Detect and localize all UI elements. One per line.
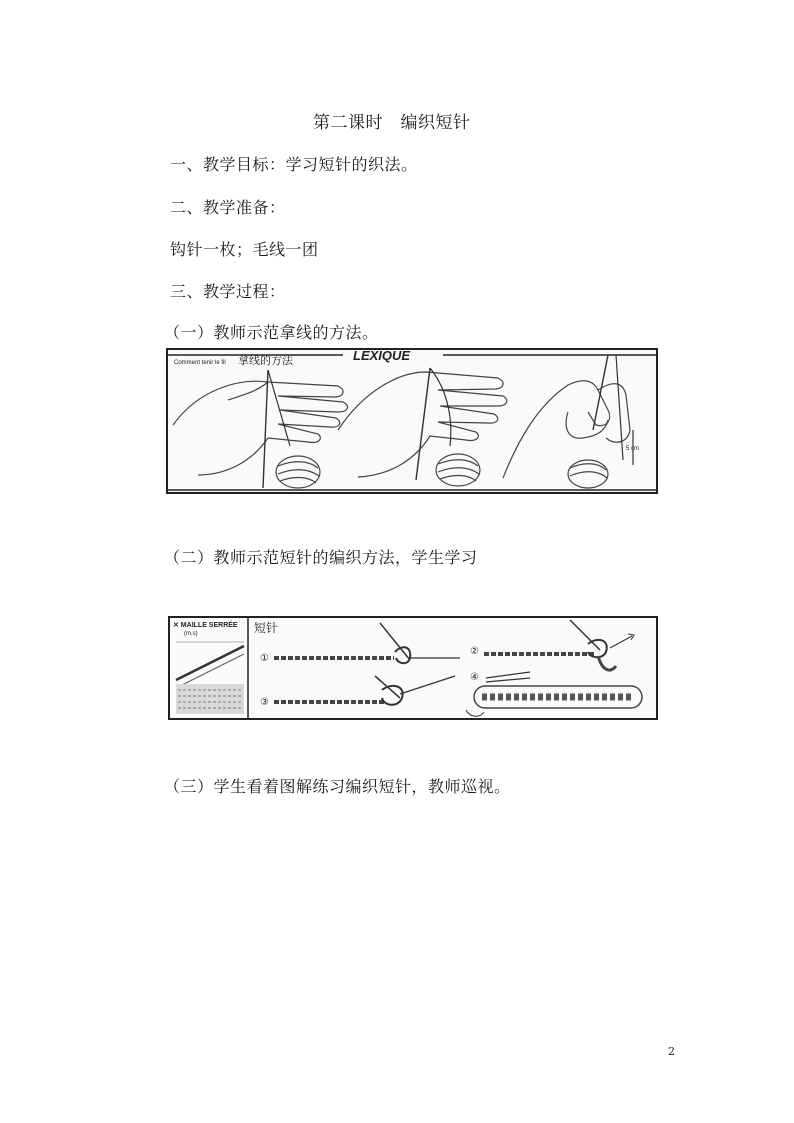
- hand-1: [173, 370, 348, 488]
- holding-yarn-figure: [166, 348, 658, 494]
- corner-label: Comment tenir le fil: [174, 360, 226, 366]
- step-number-4: ④: [470, 672, 479, 683]
- teaching-goal: 一、教学目标：学习短针的织法。: [170, 155, 418, 174]
- holding-yarn-illustration: [168, 350, 656, 492]
- step-number-3: ③: [260, 697, 269, 708]
- panel-subtitle: (m.s): [184, 631, 198, 637]
- lexique-banner: LEXIQUE: [353, 350, 411, 363]
- hand-2: [338, 368, 507, 486]
- step-1: （一）教师示范拿线的方法。: [164, 323, 379, 342]
- figure1-caption: 拿线的方法: [238, 354, 293, 367]
- figure2-caption: 短针: [254, 621, 279, 635]
- swatch-panel: [173, 618, 248, 718]
- panel-title: ✕ MAILLE SERRÉE: [173, 622, 238, 629]
- measure-label: 5 cm: [626, 446, 640, 452]
- step-4-diagram: [466, 672, 642, 716]
- step-number-1: ①: [260, 653, 269, 664]
- prep-items: 钩针一枚；毛线一团: [170, 240, 319, 259]
- step-1-diagram: [260, 623, 460, 664]
- single-crochet-figure: [168, 616, 658, 720]
- step-number-2: ②: [470, 646, 479, 657]
- prep-heading: 二、教学准备：: [170, 198, 286, 217]
- step-3: （三）学生看着图解练习编织短针，教师巡视。: [164, 777, 511, 796]
- hand-3: [503, 355, 633, 488]
- step-2: （二）教师示范短针的编织方法，学生学习: [164, 548, 478, 567]
- process-heading: 三、教学过程：: [170, 282, 286, 301]
- page-title: 第二课时 编织短针: [313, 113, 471, 133]
- page-number: 2: [668, 1045, 675, 1058]
- single-crochet-illustration: [170, 618, 656, 718]
- step-3-diagram: [260, 676, 455, 708]
- step-2-diagram: [470, 620, 634, 670]
